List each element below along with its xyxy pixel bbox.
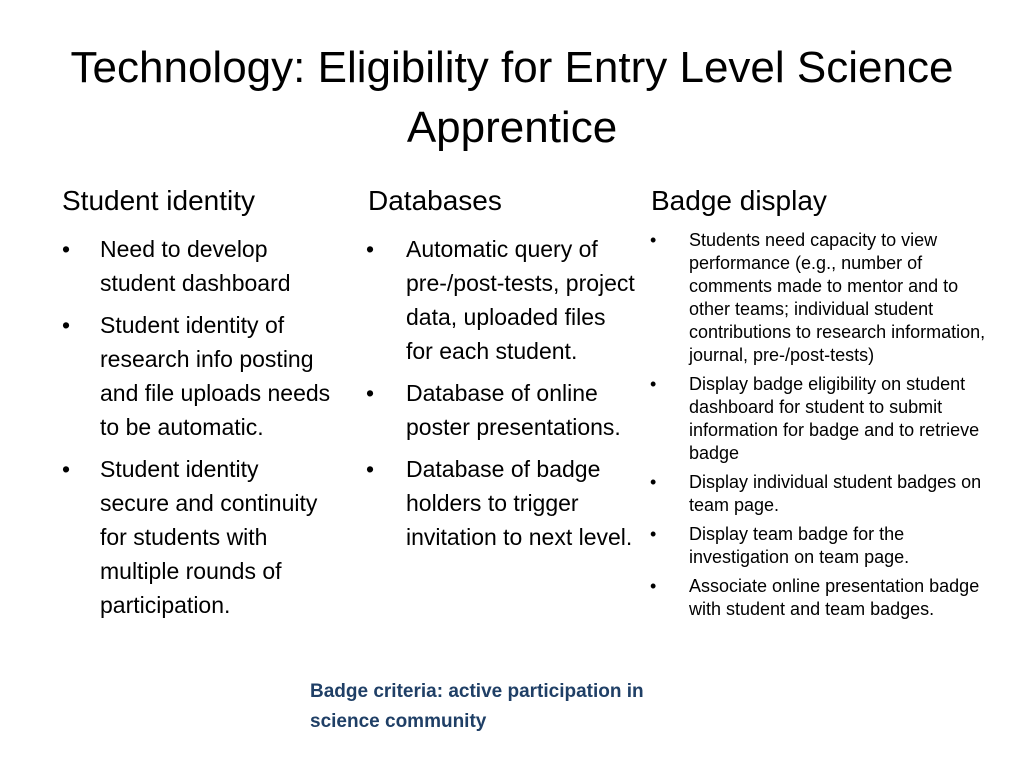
list-item-text: Display individual student badges on team page. <box>689 472 982 515</box>
list-item <box>62 232 332 300</box>
badge-criteria-note: Badge criteria: active participation in science community <box>310 681 644 732</box>
list-item <box>650 575 1000 621</box>
column-heading-databases: Databases <box>368 185 502 216</box>
list-item <box>62 452 332 622</box>
bullet-icon: • <box>62 236 71 262</box>
bullet-icon: • <box>366 236 375 262</box>
list-item-text: Database of online poster presentations. <box>406 380 621 440</box>
bullet-icon: • <box>650 576 657 596</box>
list-item <box>366 376 636 444</box>
list-item-text: Display team badge for the investigation on team page. <box>689 524 910 567</box>
bullet-icon: • <box>650 524 657 544</box>
list-item <box>650 373 1000 465</box>
student-identity-list <box>62 232 332 630</box>
list-item <box>650 229 1000 367</box>
list-item <box>62 308 332 444</box>
list-item-text: Student identity of research info posting and file uploads needs to be automatic. <box>100 312 331 440</box>
list-item <box>650 523 1000 569</box>
bullet-icon: • <box>650 472 657 492</box>
list-item-text: Need to develop student dashboard <box>100 236 291 296</box>
list-item <box>366 452 636 554</box>
list-item-text: Database of badge holders to trigger invitation to next level. <box>406 456 633 550</box>
list-item-text: Associate online presentation badge with student and team badges. <box>689 576 980 619</box>
bullet-icon: • <box>62 456 71 482</box>
list-item-text: Student identity secure and continuity for students with multiple rounds of participation. <box>100 456 318 618</box>
list-item-text: Display badge eligibility on student dashboard for student to submit information for badge and to retrieve badge <box>689 374 980 463</box>
bullet-icon: • <box>650 374 657 394</box>
bullet-icon: • <box>650 230 657 250</box>
list-item <box>650 471 1000 517</box>
list-item <box>366 232 636 368</box>
list-item-text: Students need capacity to view performance (e.g., number of comments made to mentor and to other teams; individual student contributions to research information, journal, pre-/post-tests) <box>689 230 986 365</box>
slide-title: Technology: Eligibility for Entry Level Science Apprentice <box>70 43 954 152</box>
bullet-icon: • <box>366 456 375 482</box>
bullet-icon: • <box>62 312 71 338</box>
bullet-icon: • <box>366 380 375 406</box>
column-heading-badge-display: Badge display <box>651 185 827 216</box>
databases-list <box>366 232 636 562</box>
column-heading-student-identity: Student identity <box>62 185 256 216</box>
badge-display-list <box>650 229 1000 627</box>
list-item-text: Automatic query of pre-/post-tests, project data, uploaded files for each student. <box>406 236 635 364</box>
